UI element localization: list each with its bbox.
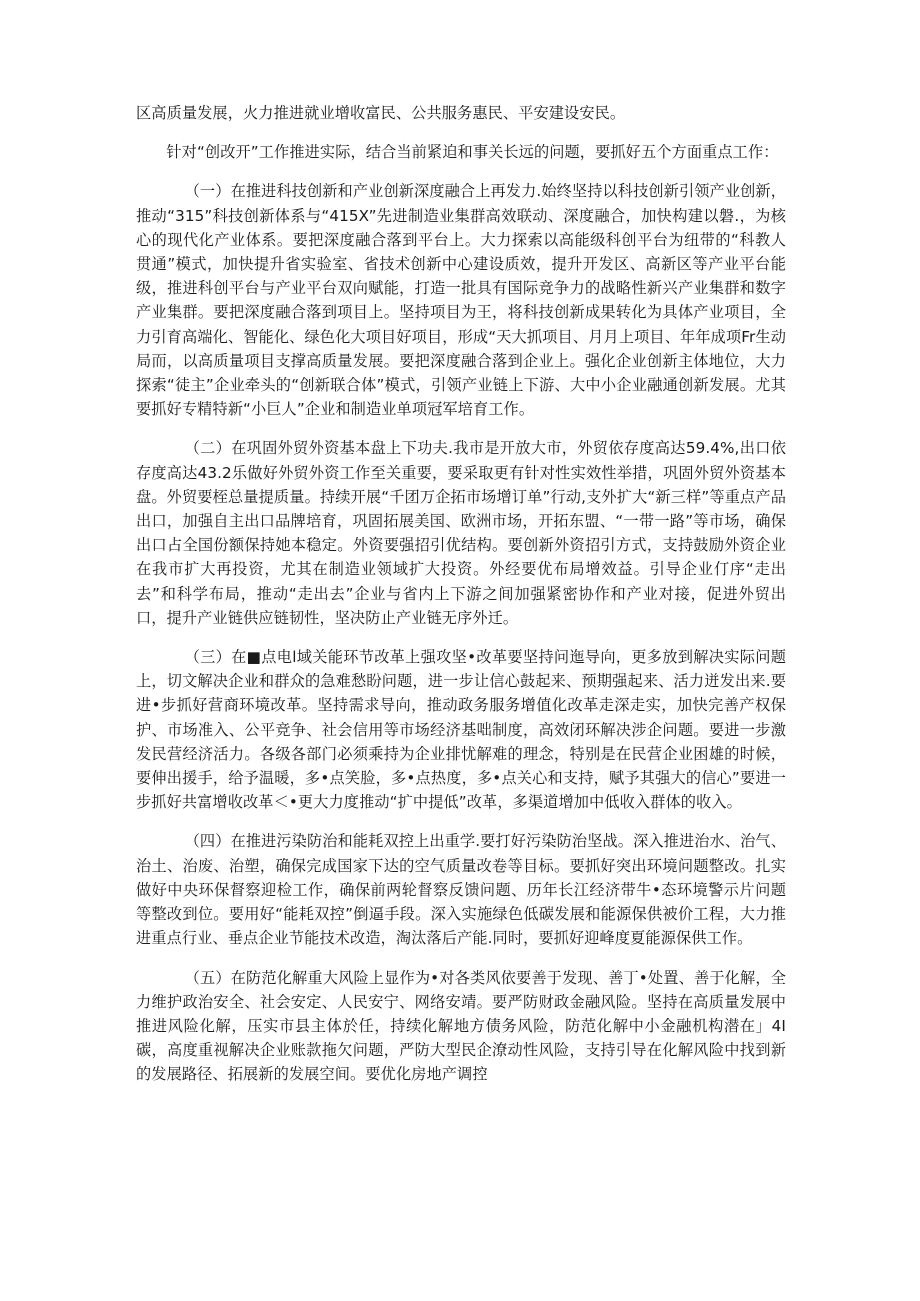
document-page (136, 101, 786, 1102)
paragraph-section-4: （四）在推进污染防治和能耗双控上出重学.要打好污染防治坚战。深入推进治水、治气、治土、治废、治塑，确保完成国家下达的空气质量改卷等目标。要抓好突出环境问题整改。扎实做好中央环保督察迎检工作，确保前两轮督察反馈问题、历年长江经济带牛•态环境警示片问题等整改到位。要用好“能耗双控”倒逼手段。深入实施绿色低碳发展和能源保供被价工程，大力推进重点行业、垂点企业节能技术改造，淘汰落后产能.同时，要抓好迎峰度夏能源保供工作。 (136, 832, 786, 948)
paragraph-section-5: （五）在防范化解重大风险上显作为•对各类风依要善于发现、善丁•处置、善于化解，全力维护政治安全、社会安定、人民安宁、网络安靖。要严防财政金融风险。坚持在高质量发展中推进风险化解，压实市县主体於任，持续化解地方债务风险，防范化解中小金融机构潜在」4I碳，高度重视解决企业账款拖欠问题，严防大型民企潦动性风险，支持引导在化解风险中找到新的发展路径、拓展新的发展空间。要优化房地产调控 (136, 968, 786, 1084)
paragraph-section-3: （三）在■点电l域关能环节改革上强攻坚•改革要坚持问迤导向，更多放到解决实际问题上，切文解决企业和群众的急难愁盼问题，进一步让信心鼓起来、预期强起来、活力迸发出来.要进•步抓好营商环境改革。坚持需求导向，推动政务服务增值化改革走深走实，加快完善产权保护、市场准入、公平竞争、社会信用等市场经济基咄制度，高效闭环解决涉企问题。要进一步激发民营经济活力。各级各部门必须乘持为企业排忧解难的理念，特别是在民营企业困雄的时候，要伸出援手，给予温暖，多•点笑脸，多•点热度，多•点关心和支持，赋予其强大的信心”要进一步抓好共富增收改革＜•更大力度推动“扩中提低”改革，多渠道增加中低收入群体的收入。 (136, 648, 786, 812)
paragraph-intro: 针对“创改开”工作推进实际，结合当前紧迫和事关长远的问题，要抓好五个方面重点工作： (166, 143, 779, 162)
paragraph-continuation: 区高质量发展，火力推进就业增收富民、公共服务惠民、平安建设安民。 (136, 104, 626, 122)
paragraph-section-1: （一）在推进科技创新和产业创新深度融合上再发力.始终坚持以科技创新引领产业创新，推动“315”科技创新体系与“415X”先进制造业集群高效联动、深度融合，加快构建以磐.，为核心的现代化产业体系。要把深度融合落到平台上。大力探索以高能级科创平台为纽带的“科教人贯通”模式，加快提升省实验室、省技术创新中心建设质效，提升开发区、高新区等产业平台能级，推进科创平台与产业平台双向赋能，打造一批具有国际竞争力的战略性新兴产业集群和数字产业集群。要把深度融合落到项目上。坚持项目为王，将科技创新成果转化为具体产业项目，全力引育高端化、智能化、绿色化大项目好项目，形成“天大抓项目、月月上项目、年年成项Fr生动局而，以高质量项目支撑高质量发展。要把深度融合落到企业上。强化企业创新主体地位，大力探索“徒主”企业牵头的“创新联合体”模式，引领产业链上下游、大中小企业融通创新发展。尤其要抓好专精特新“小巨人”企业和制造业单项冠军培育工作。 (136, 182, 786, 419)
paragraph-section-2: （二）在巩固外贸外资基本盘上下功夫.我市是开放大市，外贸依存度高达59.4%,出口依存度高达43.2乐做好外贸外资工作至关重要，要采取更有针对性实效性举措，巩固外贸外资基本盘。外贸要桎总量提质量。持续开展“千团万企拓市场增订单”行动,支外扩大“新三样”等重点产品出口，加强自主出口品牌培育，巩固拓展美国、欧洲市场，开拓东盟、“一带一路”等市场，确保出口占全国份额保持她本稳定。外资要强招引优结构。要创新外资招引方式，支持鼓励外资企业在我市扩大再投资，尤其在制造业领域扩大投资。外经要优布局增效益。引导企业仃序“走出去”和科学布局，推动“走出去”企业与省内上下游之间加强紧密协作和产业对接，促进外贸出口，提升产业链供应链韧性，坚决防止产业链无序外迁。 (136, 439, 786, 627)
